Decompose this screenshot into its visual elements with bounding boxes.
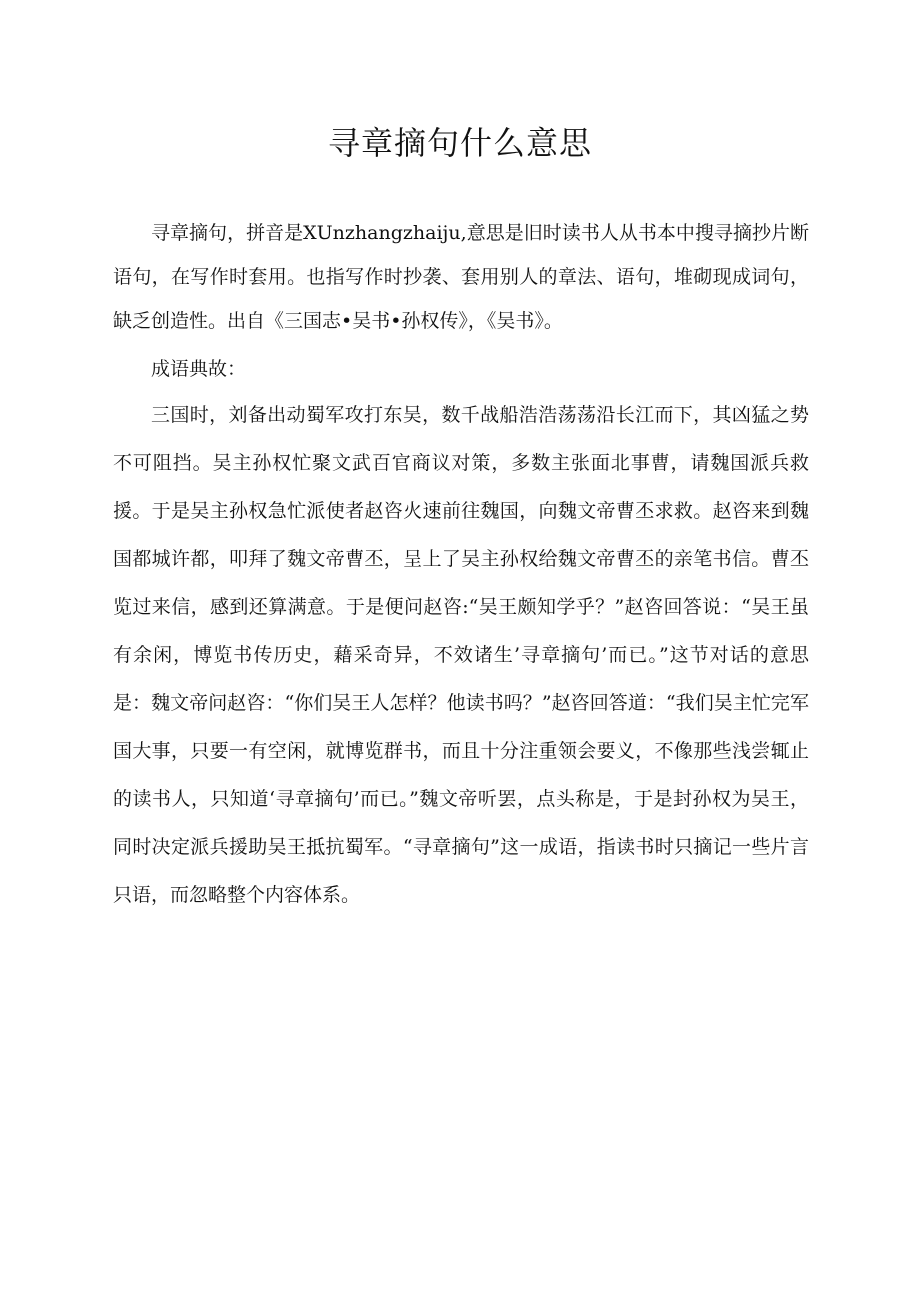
paragraph-definition: 寻章摘句，拼音是XUnzhangzhaiju,意思是旧时读书人从书本中搜寻摘抄片断语句，在写作时套用。也指写作时抄袭、套用别人的章法、语句，堆砌现成词句，缺乏创造性。出自《三国志•吴书•孙权传》，《吴书》。 — [113, 222, 809, 332]
document-title: 寻章摘句什么意思 — [327, 124, 592, 162]
paragraph-heading-allusion: 成语典故： — [151, 358, 247, 380]
paragraph-story: 三国时，刘备出动蜀军攻打东吴，数千战船浩浩荡荡沿长江而下，其凶猛之势不可阻挡。吴主孙权忙聚文武百官商议对策，多数主张面北事曹，请魏国派兵救援。于是吴主孙权急忙派使者赵咨火速前往魏国，向魏文帝曹丕求救。赵咨来到魏国都城许都，叩拜了魏文帝曹丕，呈上了吴主孙权给魏文帝曹丕的亲笔书信。曹丕览过来信，感到还算满意。于是便问赵咨:“吴王颇知学乎？”赵咨回答说：“吴王虽有余闲，博览书传历史，藉采奇异，不效诸生’寻章摘句’而已。”这节对话的意思是：魏文帝问赵咨：“你们吴王人怎样？他读书吗？”赵咨回答道：“我们吴主忙完军国大事，只要一有空闲，就博览群书，而且十分注重领会要义，不像那些浅尝辄止的读书人，只知道‘寻章摘句’而已。”魏文帝听罢，点头称是，于是封孙权为吴王，同时决定派兵援助吴王抵抗蜀军。“寻章摘句”这一成语，指读书时只摘记一些片言只语，而忽略整个内容体系。 — [113, 404, 809, 906]
document-body — [113, 211, 809, 919]
